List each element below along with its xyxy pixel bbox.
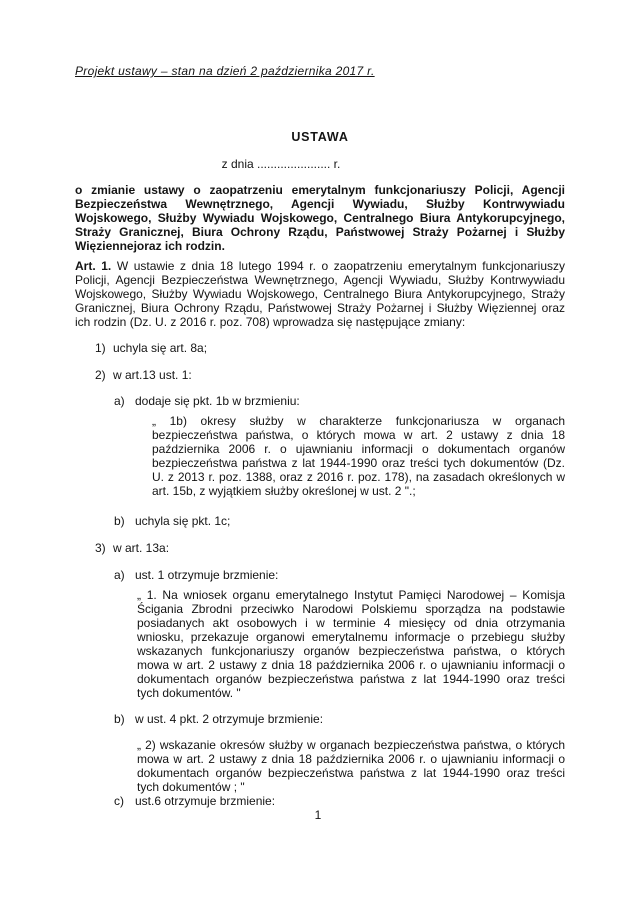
list-item-3 bbox=[95, 541, 565, 555]
act-title: USTAWA bbox=[291, 130, 349, 144]
list-item-2b-marker: b) bbox=[114, 514, 125, 528]
quote-block-ust1: „ 1. Na wniosek organu emerytalnego Instytut Pamięci Narodowej – Komisja Ścigania Zbrodni przeciwko Narodowi Polskiemu sporządza na podstawie posiadanych akt osobowych i w terminie 4 miesięcy od dnia otrzymania wniosku, przekazuje organowi emerytalnemu informacje o przebiegu służby wskazanych funkcjonariuszy organów bezpieczeństwa państwa, o których mowa w art. 2 ustawy z dnia 18 października 2006 r. o ujawnianiu informacji o dokumentach organów bezpieczeństwa państwa z lat 1944-1990 oraz treści tych dokumentów. " bbox=[137, 588, 565, 700]
list-item-3a-text: ust. 1 otrzymuje brzmienie: bbox=[135, 568, 279, 582]
date-line: z dnia ...................... r. bbox=[221, 157, 341, 171]
list-item-3a bbox=[114, 568, 565, 582]
article-1-paragraph bbox=[75, 259, 565, 329]
list-item-3-text: w art. 13a: bbox=[113, 541, 170, 555]
header-note: Projekt ustawy – stan na dzień 2 października 2017 r. bbox=[75, 64, 375, 78]
quote-block-pkt2: „ 2) wskazanie okresów służby w organach bezpieczeństwa państwa, o których mowa w art. 2 ustawy z dnia 18 października 2006 r. o ujawnianiu informacji o dokumentach organów bezpieczeństwa państwa z lat 1944-1990 oraz treści tych dokumentów ; " bbox=[137, 738, 565, 794]
article-1-label: Art. 1. bbox=[75, 259, 112, 273]
list-item-3a-marker: a) bbox=[114, 568, 125, 582]
list-item-2b-text: uchyla się pkt. 1c; bbox=[135, 514, 231, 528]
list-item-3b-text: w ust. 4 pkt. 2 otrzymuje brzmienie: bbox=[135, 712, 324, 726]
list-item-3c-text: ust.6 otrzymuje brzmienie: bbox=[135, 794, 276, 808]
list-item-2a bbox=[114, 394, 565, 408]
page-number: 1 bbox=[314, 808, 322, 822]
list-item-2b bbox=[114, 514, 565, 528]
list-item-1 bbox=[95, 341, 565, 355]
list-item-2a-text: dodaje się pkt. 1b w brzmieniu: bbox=[135, 394, 300, 408]
list-item-3-marker: 3) bbox=[95, 541, 106, 555]
act-subject: o zmianie ustawy o zaopatrzeniu emerytalnym funkcjonariuszy Policji, Agencji Bezpieczeństwa Wewnętrznego, Agencji Wywiadu, Służby Kontrwywiadu Wojskowego, Służby Wywiadu Wojskowego, Centralnego Biura Antykorupcyjnego, Straży Granicznej, Biura Ochrony Rządu, Państwowej Straży Pożarnej i Służby Więziennejoraz ich rodzin. bbox=[75, 183, 565, 253]
list-item-3b bbox=[114, 712, 565, 726]
quote-block-1b: „ 1b) okresy służby w charakterze funkcjonariusza w organach bezpieczeństwa państwa, o których mowa w art. 2 ustawy z dnia 18 października 2006 r. o ujawnianiu informacji o dokumentach organów bezpieczeństwa państwa z lat 1944-1990 oraz treści tych dokumentów (Dz. U. z 2013 r. poz. 1388, oraz z 2016 r. poz. 178), na zasadach określonych w art. 15b, z wyjątkiem służby określonej w ust. 2 ".; bbox=[152, 414, 565, 498]
list-item-3c bbox=[114, 794, 565, 808]
document-header bbox=[75, 64, 565, 78]
article-1-text: W ustawie z dnia 18 lutego 1994 r. o zaopatrzeniu emerytalnym funkcjonariuszy Policji, Agencji Bezpieczeństwa Wewnętrznego, Agencji Wywiadu, Służby Kontrwywiadu Wojskowego, Służby Wywiadu Wojskowego, Centralnego Biura Antykorupcyjnego, Straży Granicznej, Biura Ochrony Rządu, Państwowej Straży Pożarnej i Służby Więziennej oraz ich rodzin (Dz. U. z 2016 r. poz. 708) wprowadza się następujące zmiany: bbox=[75, 259, 565, 329]
list-item-1-marker: 1) bbox=[95, 341, 106, 355]
list-item-2-text: w art.13 ust. 1: bbox=[113, 368, 192, 382]
list-item-2-marker: 2) bbox=[95, 368, 106, 382]
list-item-1-text: uchyla się art. 8a; bbox=[113, 341, 208, 355]
list-item-3b-marker: b) bbox=[114, 712, 125, 726]
list-item-3c-marker: c) bbox=[114, 794, 124, 808]
list-item-2 bbox=[95, 368, 565, 382]
list-item-2a-marker: a) bbox=[114, 394, 125, 408]
